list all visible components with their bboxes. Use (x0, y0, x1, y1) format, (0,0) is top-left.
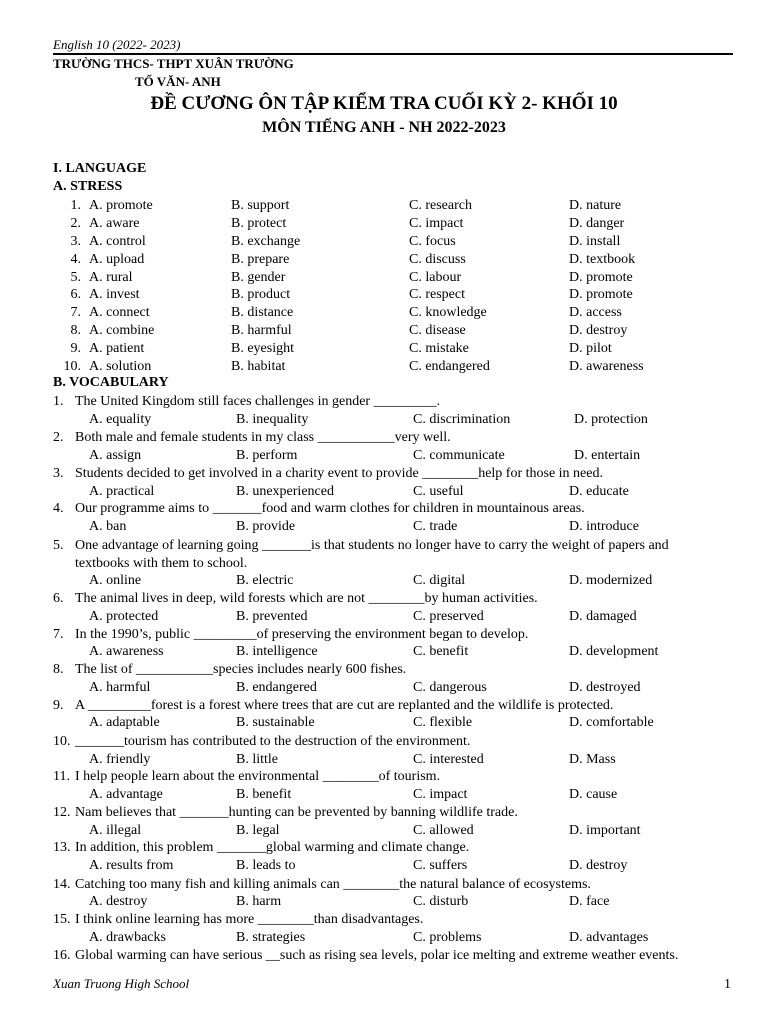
option-d: D. destroyed (569, 680, 641, 695)
question-number: 7. (53, 627, 64, 642)
options-row (0, 483, 768, 501)
option-d: D. destroy (569, 858, 628, 873)
options-row (0, 929, 768, 947)
question-text: One advantage of learning going _______is that students no longer have to carry the weight of papers and (75, 538, 669, 553)
question-number: 1. (70, 198, 81, 213)
option-b: B. prepare (231, 252, 290, 267)
option-a: A. assign (89, 448, 142, 463)
vocab-question (53, 876, 591, 894)
option-d: D. advantages (569, 930, 649, 945)
option-b: B. legal (236, 823, 280, 838)
option-d: D. nature (569, 198, 622, 213)
option-a: A. rural (89, 270, 133, 285)
stress-row (0, 251, 768, 269)
option-d: D. protection (574, 412, 648, 427)
question-text: Both male and female students in my class ___________very well. (75, 430, 451, 445)
option-d: D. textbook (569, 252, 636, 267)
option-b: B. distance (231, 305, 294, 320)
option-a: A. advantage (89, 787, 163, 802)
option-b: B. product (231, 287, 291, 302)
course-header: English 10 (2022- 2023) (53, 37, 181, 52)
question-number: 9. (53, 698, 64, 713)
option-a: A. equality (89, 412, 152, 427)
option-c: C. digital (413, 573, 466, 588)
question-number: 1. (53, 394, 64, 409)
option-b: B. harmful (231, 323, 292, 338)
question-number: 3. (70, 234, 81, 249)
option-c: C. allowed (413, 823, 474, 838)
option-d: D. awareness (569, 359, 644, 374)
vocab-question (53, 500, 585, 518)
option-c: C. impact (409, 216, 464, 231)
vocab-question (53, 393, 440, 411)
document-subtitle: MÔN TIẾNG ANH - NH 2022-2023 (262, 119, 506, 136)
option-c: C. problems (413, 930, 482, 945)
question-number: 14. (53, 877, 71, 892)
question-text: In addition, this problem _______global warming and climate change. (75, 840, 470, 855)
option-a: A. upload (89, 252, 145, 267)
option-b: B. protect (231, 216, 287, 231)
option-b: B. provide (236, 519, 296, 534)
options-row (0, 608, 768, 626)
option-c: C. mistake (409, 341, 469, 356)
question-number: 9. (70, 341, 81, 356)
question-number: 10. (53, 734, 71, 749)
stress-row (0, 340, 768, 358)
stress-row (0, 358, 768, 376)
option-a: A. destroy (89, 894, 148, 909)
option-a: A. combine (89, 323, 155, 338)
option-a: A. drawbacks (89, 930, 166, 945)
option-c: C. communicate (413, 448, 505, 463)
option-b: B. leads to (236, 858, 296, 873)
vocab-question (53, 947, 678, 965)
vocab-question (53, 839, 469, 857)
question-number: 10. (63, 359, 81, 374)
header-rule (53, 53, 733, 55)
option-c: C. impact (413, 787, 468, 802)
option-c: C. research (409, 198, 472, 213)
stress-row (0, 322, 768, 340)
question-number: 2. (70, 216, 81, 231)
options-row (0, 857, 768, 875)
stress-row (0, 269, 768, 287)
section-language-heading: I. LANGUAGE (53, 161, 147, 176)
question-number: 12. (53, 805, 71, 820)
stress-row (0, 286, 768, 304)
option-d: D. comfortable (569, 715, 654, 730)
option-c: C. discuss (409, 252, 466, 267)
question-number: 13. (53, 840, 71, 855)
option-d: D. face (569, 894, 610, 909)
option-c: C. preserved (413, 609, 484, 624)
question-text: I think online learning has more ________than disadvantages. (75, 912, 424, 927)
option-c: C. interested (413, 752, 484, 767)
option-a: A. online (89, 573, 142, 588)
option-a: A. awareness (89, 644, 164, 659)
question-number: 16. (53, 948, 71, 963)
vocab-question (53, 590, 538, 608)
question-number: 6. (70, 287, 81, 302)
option-b: B. perform (236, 448, 298, 463)
question-text: The list of ___________species includes nearly 600 fishes. (75, 662, 407, 677)
question-text: In the 1990’s, public _________of preserving the environment began to develop. (75, 627, 529, 642)
option-a: A. friendly (89, 752, 151, 767)
option-d: D. important (569, 823, 641, 838)
option-c: C. useful (413, 484, 464, 499)
option-a: A. control (89, 234, 146, 249)
option-a: A. patient (89, 341, 145, 356)
option-a: A. protected (89, 609, 159, 624)
option-b: B. intelligence (236, 644, 318, 659)
vocab-question (53, 733, 470, 751)
options-row (0, 447, 768, 465)
option-c: C. trade (413, 519, 458, 534)
vocab-question (53, 911, 423, 929)
option-d: D. destroy (569, 323, 628, 338)
option-d: D. access (569, 305, 622, 320)
footer-school: Xuan Truong High School (53, 976, 190, 991)
option-d: D. pilot (569, 341, 612, 356)
option-c: C. dangerous (413, 680, 487, 695)
stress-row (0, 197, 768, 215)
options-row (0, 822, 768, 840)
question-number: 11. (53, 769, 70, 784)
option-d: D. introduce (569, 519, 639, 534)
page-number: 1 (724, 977, 731, 992)
document-title: ĐỀ CƯƠNG ÔN TẬP KIỂM TRA CUỐI KỲ 2- KHỐI 10 (150, 93, 618, 114)
school-name: TRƯỜNG THCS- THPT XUÂN TRƯỜNG (53, 56, 294, 71)
options-row (0, 411, 768, 429)
option-b: B. electric (236, 573, 294, 588)
section-stress-heading: A. STRESS (53, 179, 123, 194)
question-number: 6. (53, 591, 64, 606)
option-d: D. entertain (574, 448, 641, 463)
option-d: D. development (569, 644, 659, 659)
question-text: Our programme aims to _______food and warm clothes for children in mountainous areas. (75, 501, 585, 516)
option-d: D. install (569, 234, 621, 249)
option-b: B. unexperienced (236, 484, 334, 499)
options-row (0, 679, 768, 697)
question-number: 7. (70, 305, 81, 320)
vocab-question (53, 429, 451, 447)
stress-row (0, 215, 768, 233)
option-d: D. promote (569, 270, 633, 285)
option-b: B. eyesight (231, 341, 294, 356)
question-number: 4. (70, 252, 81, 267)
option-c: C. disease (409, 323, 466, 338)
option-d: D. Mass (569, 752, 616, 767)
stress-row (0, 304, 768, 322)
question-text: Nam believes that _______hunting can be prevented by banning wildlife trade. (75, 805, 518, 820)
option-c: C. labour (409, 270, 462, 285)
option-c: C. suffers (413, 858, 468, 873)
option-d: D. promote (569, 287, 633, 302)
option-c: C. endangered (409, 359, 490, 374)
option-b: B. prevented (236, 609, 308, 624)
question-text: I help people learn about the environmental ________of tourism. (75, 769, 441, 784)
question-number: 15. (53, 912, 71, 927)
question-text: Students decided to get involved in a charity event to provide ________help for those in need. (75, 466, 603, 481)
options-row (0, 751, 768, 769)
question-number: 4. (53, 501, 64, 516)
option-b: B. gender (231, 270, 286, 285)
options-row (0, 572, 768, 590)
option-a: A. practical (89, 484, 155, 499)
option-a: A. harmful (89, 680, 151, 695)
option-a: A. invest (89, 287, 140, 302)
option-b: B. endangered (236, 680, 317, 695)
question-text: _______tourism has contributed to the destruction of the environment. (75, 734, 471, 749)
option-a: A. solution (89, 359, 152, 374)
vocab-question (53, 626, 528, 644)
option-a: A. connect (89, 305, 150, 320)
option-c: C. benefit (413, 644, 469, 659)
option-b: B. strategies (236, 930, 306, 945)
option-a: A. adaptable (89, 715, 160, 730)
options-row (0, 643, 768, 661)
department-name: TỔ VĂN- ANH (135, 74, 221, 89)
option-b: B. habitat (231, 359, 286, 374)
option-a: A. promote (89, 198, 153, 213)
option-c: C. disturb (413, 894, 469, 909)
question-number: 5. (70, 270, 81, 285)
vocab-question (53, 661, 406, 679)
question-number: 8. (70, 323, 81, 338)
question-number: 3. (53, 466, 64, 481)
option-a: A. results from (89, 858, 174, 873)
option-d: D. educate (569, 484, 629, 499)
option-b: B. exchange (231, 234, 301, 249)
option-d: D. cause (569, 787, 618, 802)
option-b: B. harm (236, 894, 282, 909)
options-row (0, 518, 768, 536)
option-b: B. inequality (236, 412, 309, 427)
vocab-question (53, 768, 440, 786)
options-row (0, 786, 768, 804)
question-text: The United Kingdom still faces challenges in gender _________. (75, 394, 441, 409)
option-c: C. respect (409, 287, 465, 302)
question-text: The animal lives in deep, wild forests which are not ________by human activities. (75, 591, 538, 606)
options-row (0, 893, 768, 911)
question-text: A _________forest is a forest where trees that are cut are replanted and the wildlife is protected. (75, 698, 614, 713)
option-d: D. danger (569, 216, 625, 231)
options-row (0, 714, 768, 732)
vocab-question (53, 804, 518, 822)
option-c: C. discrimination (413, 412, 511, 427)
vocab-question (53, 537, 669, 555)
option-c: C. focus (409, 234, 456, 249)
question-text: Global warming can have serious __such as rising sea levels, polar ice melting and extreme weather events. (75, 948, 679, 963)
option-b: B. benefit (236, 787, 292, 802)
option-a: A. illegal (89, 823, 142, 838)
vocab-question (53, 465, 603, 483)
option-b: B. little (236, 752, 278, 767)
option-d: D. modernized (569, 573, 653, 588)
question-text-continued: textbooks with them to school. (75, 556, 248, 571)
option-c: C. flexible (413, 715, 473, 730)
vocab-question (53, 697, 613, 715)
option-b: B. sustainable (236, 715, 315, 730)
question-number: 2. (53, 430, 64, 445)
question-number: 8. (53, 662, 64, 677)
option-a: A. aware (89, 216, 140, 231)
question-number: 5. (53, 538, 64, 553)
stress-row (0, 233, 768, 251)
option-d: D. damaged (569, 609, 637, 624)
question-text: Catching too many fish and killing animals can ________the natural balance of ecosystems. (75, 877, 591, 892)
section-vocabulary-heading: B. VOCABULARY (53, 375, 169, 390)
option-b: B. support (231, 198, 290, 213)
option-a: A. ban (89, 519, 127, 534)
option-c: C. knowledge (409, 305, 487, 320)
